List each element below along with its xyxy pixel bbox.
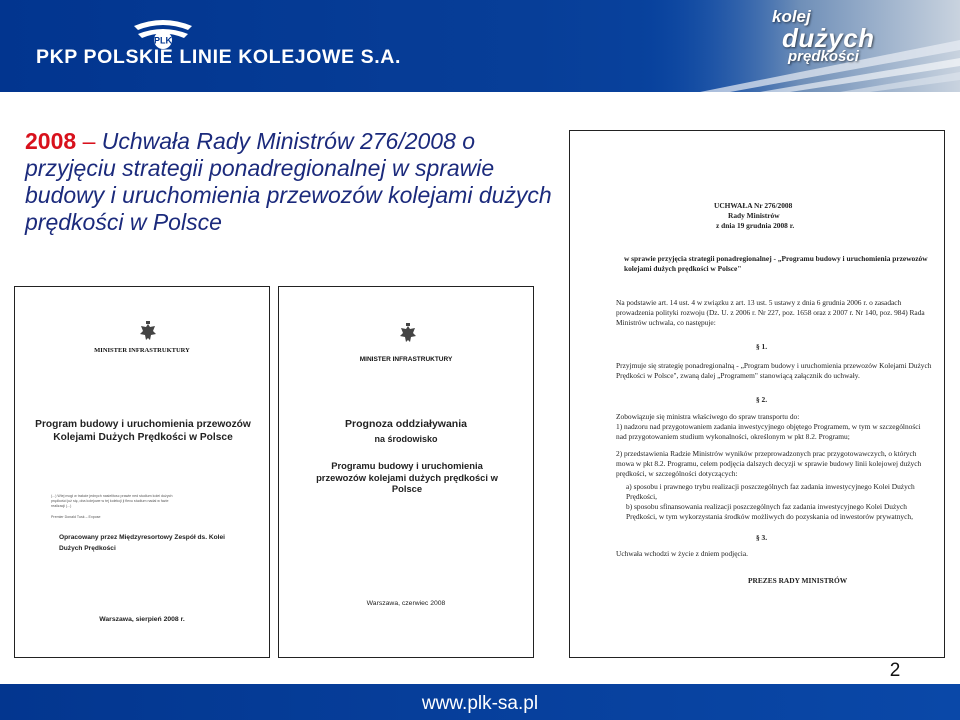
expose-quote: (...) Wiej mogl w trakcie jednych nasielitosc prawie ned studium kolei dużych prędkości już się, oba kolejowe w tej kolekcji ji flexu studium nadal w fazie realizacji (...): [51, 494, 173, 508]
legal-basis: Na podstawie art. 14 ust. 4 w związku z art. 13 ust. 5 ustawy z dnia 6 grudnia 2006 r. o zasadach prowadzenia polityki rozwoju (Dz. U. z 2006 r. Nr 227, poz. 1658 oraz z 2007 r. Nr 140, poz. 984) Rada Ministrów uchwala, co następuje:: [616, 298, 925, 328]
title-dash: –: [82, 128, 96, 154]
document-resolution: [569, 130, 945, 658]
paragraph-1: Przyjmuje się strategię ponadregionalną - „Program budowy i uruchomienia przewozów Kolejami Dużych Prędkości w Polsce", zwaną dalej „Programem" stanowiącą załącznik do uchwały.: [616, 361, 932, 381]
quote-author: Premier Donald Tusk – Expose: [51, 515, 101, 519]
paragraph-2-item-1: 1) nadzoru nad przygotowaniem zadania inwestycyjnego objętego Programem, w tym w szczególności nad przygotowaniem studium wykonalności, określonym w pkt 8.2. Programu;: [616, 422, 921, 442]
title-text: Uchwała Rady Ministrów 276/2008 o przyjęciu strategii ponadregionalnej w sprawie budowy i uruchomienia przewozów kolejami dużych prędkości w Polsce: [25, 128, 552, 235]
brand-line-2: dużych: [782, 23, 875, 53]
resolution-body: Rady Ministrów: [728, 211, 780, 220]
paragraph-2: Zobowiązuje się ministra właściwego do spraw transportu do:: [616, 412, 800, 421]
brand-line-3: prędkości: [788, 48, 859, 65]
polish-eagle-icon: [398, 323, 418, 345]
signature-title: PREZES RADY MINISTRÓW: [748, 576, 848, 585]
resolution-number: UCHWAŁA Nr 276/2008: [714, 201, 793, 210]
page-number: 2: [889, 660, 901, 681]
title-year: 2008: [25, 128, 77, 154]
program-title: Program budowy i uruchomienia przewozów Kolejami Dużych Prędkości w Polsce: [35, 419, 251, 443]
company-name: PKP POLSKIE LINIE KOLEJOWE S.A.: [36, 46, 401, 68]
document-environmental-forecast: [278, 286, 534, 658]
website-link[interactable]: www.plk-sa.pl: [421, 693, 539, 714]
paragraph-2-item-2: 2) przedstawienia Radzie Ministrów wyników przeprowadzonych prac przygotowawczych, o których mowa w pkt 8.2. Programu, celem podjęcia dalszych decyzji w sprawie budowy linii kolejowej dużych prędkości, w szczególności dotyczących:: [616, 449, 922, 479]
paragraph-2-item-a: a) sposobu i prawnego trybu realizacji poszczególnych faz zadania inwestycyjnego Kolei Dużych Prędkości,: [626, 482, 915, 502]
forecast-line-3: Programu budowy i uruchomienia przewozów kolejami dużych prędkości w Polsce: [316, 460, 498, 494]
prepared-by: Opracowany przez Międzyresortowy Zespół ds. Kolei Dużych Prędkości: [59, 534, 225, 552]
paragraph-3: Uchwała wchodzi w życie z dniem podjęcia.: [616, 549, 748, 558]
footer-bar: [0, 684, 960, 720]
resolution-date: z dnia 19 grudnia 2008 r.: [716, 221, 795, 230]
forecast-line-1: Prognoza oddziaływania: [345, 418, 467, 430]
ministry-label: MINISTER INFRASTRUKTURY: [359, 356, 453, 363]
section-1: § 1.: [756, 342, 768, 351]
ministry-label: MINISTER INFRASTRUKTURY: [94, 347, 190, 354]
slide-title: [25, 128, 565, 236]
section-2: § 2.: [756, 395, 768, 404]
place-date: Warszawa, sierpień 2008 r.: [99, 616, 185, 623]
header-banner: [0, 0, 960, 92]
polish-eagle-icon: [138, 321, 158, 343]
brand-line-1: kolej: [772, 7, 811, 26]
place-date: Warszawa, czerwiec 2008: [366, 600, 446, 607]
paragraph-2-item-b: b) sposobu sfinansowania realizacji poszczególnych faz zadania inwestycyjnego Kolei Dużych Prędkości, w tym wykorzystania środków możliwych do pozyskania od inwestorów prywatnych,: [626, 502, 913, 522]
document-program-cover: [14, 286, 270, 658]
section-3: § 3.: [756, 533, 768, 542]
forecast-line-2: na środowisko: [374, 434, 438, 444]
resolution-subject: w sprawie przyjęcia strategii ponadregionalnej - „Programu budowy i uruchomienia przewozów kolejami dużych prędkości w Polsce": [624, 254, 928, 274]
kdp-brand-logo: [768, 8, 948, 64]
logo-text: PLK: [154, 35, 172, 46]
